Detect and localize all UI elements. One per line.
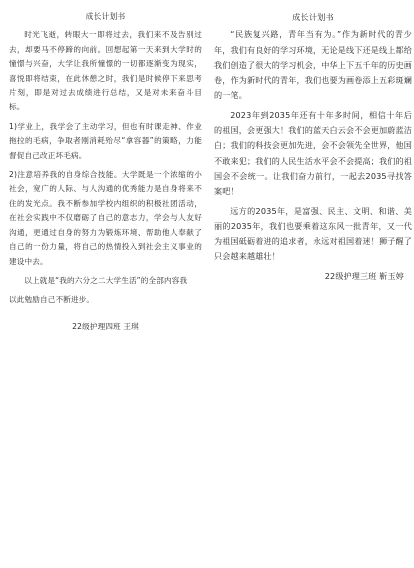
left-signature: 22级护理四班 王琪 (72, 321, 139, 331)
right-paragraph-intro: “民族复兴路，青年当有为。”作为新时代的青少年，我们有良好的学习环境，无论是线下还是线上都给我们创造了很大的学习机会，中华上下五千年的历史画卷，作为新时代的青年，我们也要为画卷添上五彩斑斓的一笔。 (214, 29, 412, 101)
right-paragraph-future: 2023年到2035年还有十年多时间，相信十年后的祖国，会更强大！我们的蓝天白云会不会更加蔚蓝洁白；我们的科技会更加先进，会不会领先全世界，他国不敢来犯；我们的人民生活水平会不会提高；我们的祖国会不会统一。让我们奋力前行，一起去2035寻找答案吧！ (214, 109, 412, 197)
left-paragraph-summary: 以上就是“我的六分之二大学生活”的全部内容我 (24, 275, 188, 285)
right-title: 成长计划书 (292, 12, 334, 22)
left-paragraph-intro: 时光飞逝，转眼大一即将过去，我们来不及告别过去，却要马不停蹄的向前。回想起第一天来到大学时的憧憬与兴奋，大学让我所憧憬的一切都逐渐变为现实，喜悦即将结束，在此休憩之时，我们是时候停下来思考片刻，即是对过去成绩进行总结，又是对未来奋斗目标。 (9, 30, 202, 112)
left-column (9, 10, 202, 334)
right-column (214, 10, 412, 284)
right-signature: 22级护理三班 靳玉婷 (324, 270, 404, 281)
left-paragraph-closing: 以此勉励自己不断进步。 (9, 295, 95, 305)
left-title: 成长计划书 (85, 12, 126, 21)
left-paragraph-skills: 2)注意培养我的自身综合技能。大学既是一个浓缩的小社会，宽广的人际、与人沟通的优秀能力是自身将来不住的发光点。我不断参加学校内组织的积极社团活动，在社会实践中不仅磨砺了自己的意志力，学会与人友好沟通，更通过自身的努力为锻炼环境、帮助他人奉献了自己的一份力量，将自己的热情投入到社会主义事业的建设中去。 (9, 170, 202, 266)
right-paragraph-2035: 远方的2035年，是富强、民主、文明、和谐、美丽的2035年，我们也要乘着这东风一批青年，又一代为祖国砥砺着进的追求者，永远对祖国着迷！狮子醒了只会越来越雄壮！ (214, 205, 412, 262)
left-paragraph-study: 1)学业上，我学会了主动学习，但也有时课走神、作业拖拉的毛病，争取者刚消耗殆尽“拿容器”的策略，力能督促自己改正坏毛病。 (9, 121, 202, 160)
